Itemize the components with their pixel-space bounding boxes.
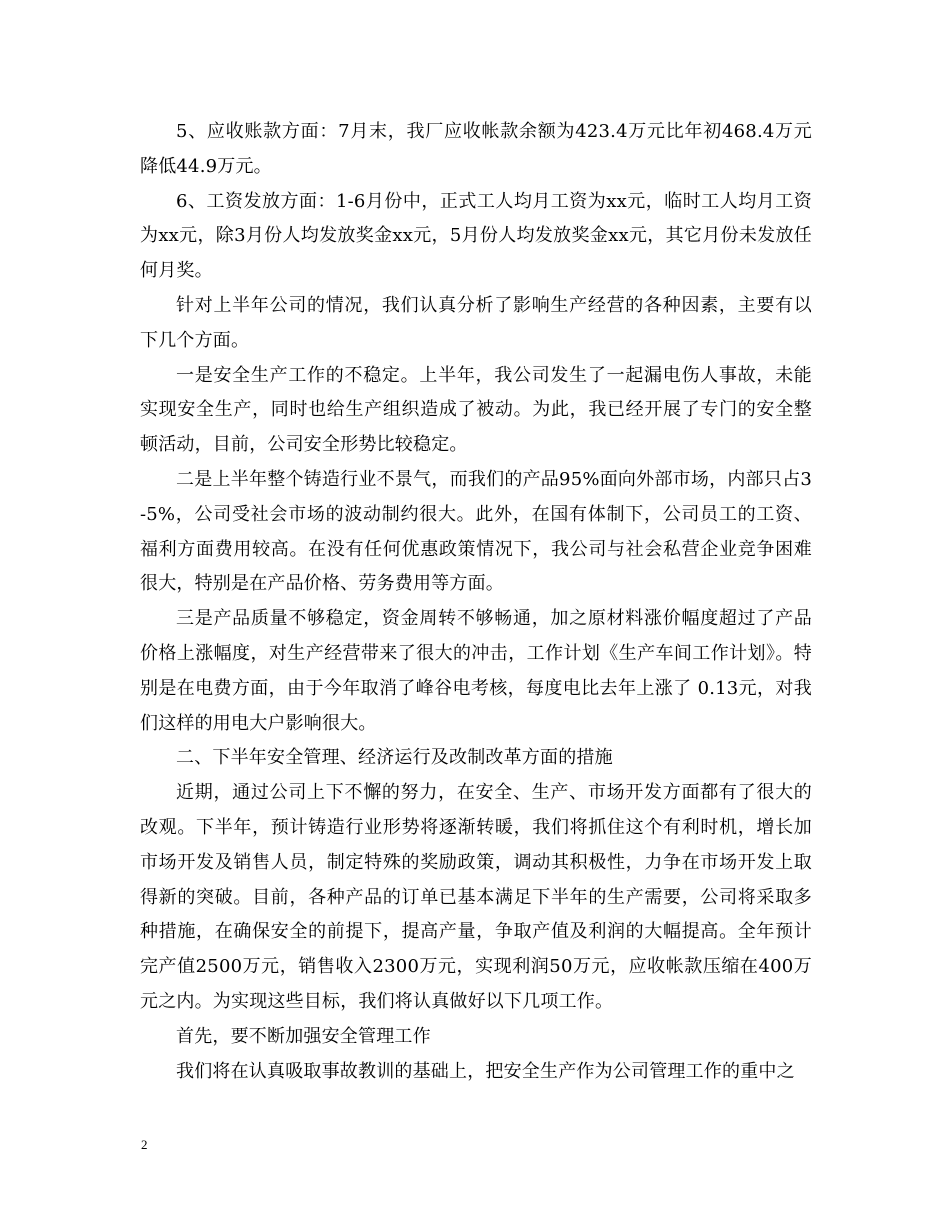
page-number: 2 (141, 1137, 148, 1152)
paragraph-quality-costs: 三是产品质量不够稳定，资金周转不够畅通，加之原材料涨价幅度超过了产品价格上涨幅度，对生产经营带来了很大的冲击，工作计划《生产车间工作计划》。特别是在电费方面，由于今年取消了峰谷电考核，每度电比去年上涨了 0.13元，对我们这样的用电大户影响很大。 (140, 608, 812, 734)
paragraph-receivables: 5、应收账款方面：7月末，我厂应收帐款余额为423.4万元比年初468.4万元降低44.9万元。 (140, 121, 812, 177)
paragraph-industry-downturn: 二是上半年整个铸造行业不景气，而我们的产品95%面向外部市场，内部只占3-5%，公司受社会市场的波动制约很大。此外，在国有体制下，公司员工的工资、福利方面费用较高。在没有任何优惠政策情况下，我公司与社会私营企业竞争困难很大，特别是在产品价格、劳务费用等方面。 (140, 468, 812, 595)
paragraph-wages: 6、工资发放方面：1-6月份中，正式工人均月工资为xx元，临时工人均月工资为xx元，除3月份人均发放奖金xx元，5月份人均发放奖金xx元，其它月份未发放任何月奖。 (140, 190, 812, 282)
paragraph-analysis-intro: 针对上半年公司的情况，我们认真分析了影响生产经营的各种因素，主要有以下几个方面。 (140, 294, 812, 351)
paragraph-safety-instability: 一是安全生产工作的不稳定。上半年，我公司发生了一起漏电伤人事故，未能实现安全生产，同时也给生产组织造成了被动。为此，我已经开展了专门的安全整顿活动，目前，公司安全形势比较稳定。 (140, 364, 812, 456)
document-body (140, 115, 812, 1089)
paragraph-safety-priority: 我们将在认真吸取事故教训的基础上，把安全生产作为公司管理工作的重中之 (176, 1060, 795, 1082)
section-heading-measures: 二、下半年安全管理、经济运行及改制改革方面的措施 (176, 747, 613, 769)
paragraph-outlook-targets: 近期，通过公司上下不懈的努力，在安全、生产、市场开发方面都有了很大的改观。下半年，预计铸造行业形势将逐渐转暖，我们将抓住这个有利时机，增长加市场开发及销售人员，制定特殊的奖励政策，调动其积极性，力争在市场开发上取得新的突破。目前，各种产品的订单已基本满足下半年的生产需要，公司将采取多种措施，在确保安全的前提下，提高产量，争取产值及利润的大幅提高。全年预计完产值2500万元，销售收入2300万元，实现利润50万元，应收帐款压缩在400万元之内。为实现这些目标，我们将认真做好以下几项工作。 (140, 782, 812, 1012)
subheading-safety-management: 首先，要不断加强安全管理工作 (176, 1025, 431, 1047)
